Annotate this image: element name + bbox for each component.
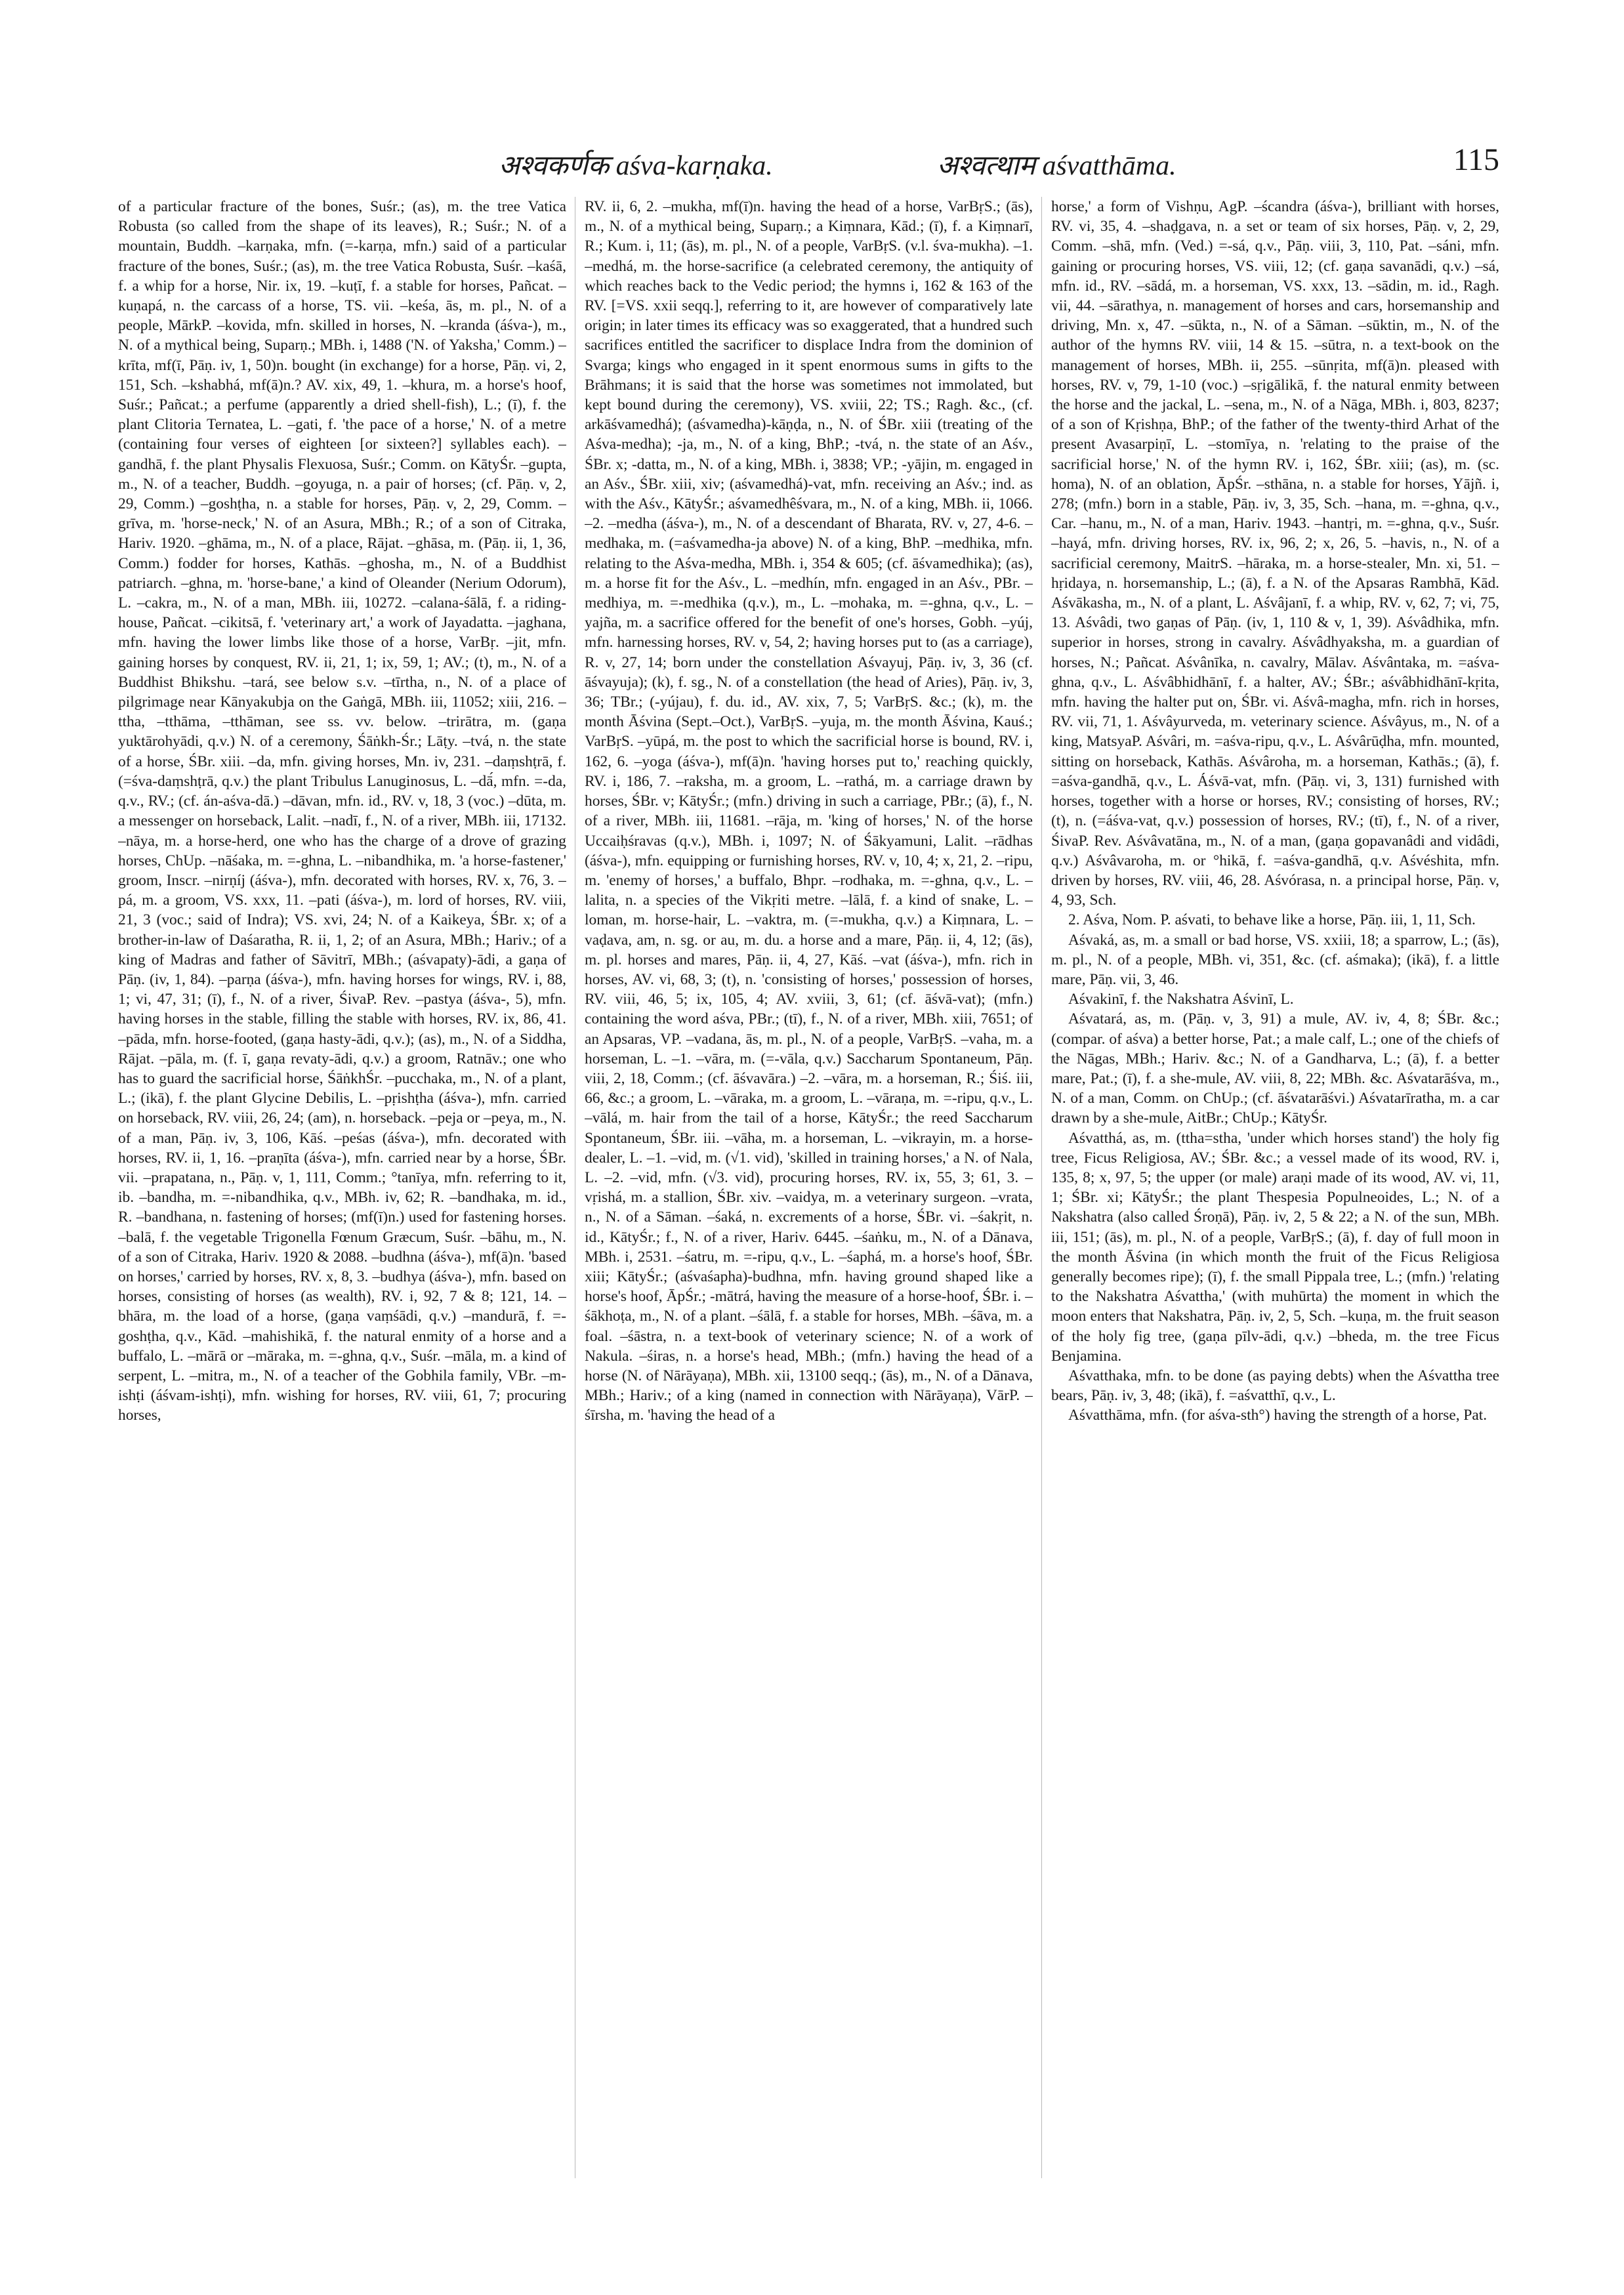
column-paragraph: Aśvaká, as, m. a small or bad horse, VS. xxiii, 18; a sparrow, L.; (ās), m. pl., N. of a people, MBh. vi, 351, &c. (cf. aśmaka); (ikā), f. a little mare, Pāṇ. vii, 3, 46.: [1051, 931, 1499, 988]
column-paragraph: Aśvatthá, as, m. (ttha=stha, 'under which horses stand') the holy fig tree, Ficus Religiosa, AV.; ŚBr. &c.; a vessel made of its wood, RV. i, 135, 8; x, 97, 5; the upper (or male) araṇi made of its wood, AV. vi, 11, 1; ŚBr. xi; KātyŚr.; the plant Thespesia Populneoides, L.; N. of a Nakshatra (also called Śroṇā), Pāṇ. iv, 2, 5 & 22; a N. of the sun, MBh. iii, 151; (ās), m. pl., N. of a people, VarBṛS.; (ā), f. day of full moon in the month Āśvina (in which month the fruit of the Ficus Religiosa generally becomes ripe); (ī), f. the small Pippala tree, L.; (mfn.) 'relating to the Nakshatra Aśvattha,' (with muhūrta) the moment in which the moon enters that Nakshatra, Pāṇ. iv, 2, 5, Sch. –kuṇa, m. the fruit season of the holy fig tree, (gaṇa pīlv-ādi, q.v.) –bheda, m. the tree Ficus Benjamina.: [1051, 1129, 1499, 1365]
column-divider: [1041, 197, 1042, 2178]
text-columns: [118, 197, 1499, 2204]
right-headword: अश्वत्थाम aśvatthāma.: [937, 151, 1176, 181]
column-middle: [585, 197, 1033, 2204]
column-paragraph: Aśvatthāma, mfn. (for aśva-sth°) having the strength of a horse, Pat.: [1068, 1407, 1488, 1424]
column-paragraph: horse,' a form of Vishṇu, AgP. –ścandra (áśva-), brilliant with horses, RV. vi, 35, 4. –shaḍgava, n. a set or team of six horses, Pāṇ. v, 2, 29, Comm. –shā, mfn. (Ved.) =-sá, q.v., Pāṇ. viii, 3, 110, Pat. –sáni, mfn. gaining or procuring horses, VS. viii, 12; (cf. gaṇa savanādi, q.v.) –sá, mfn. id., RV. –sādá, m. a horseman, VS. xxx, 13. –sādin, m. id., Ragh. vii, 44. –sārathya, n. management of horses and cars, horsemanship and driving, Mn. x, 47. –sūkta, n., N. of a Sāman. –sūktin, m., N. of the author of the hymns RV. viii, 14 & 15. –sūtra, n. a text-book on the management of horses, MBh. ii, 255. –sūnṛita, mf(ā)n. pleased with horses, RV. v, 79, 1-10 (voc.) –sṛigālikā, f. the natural enmity between the horse and the jackal, L. –sena, m., N. of a Nāga, MBh. i, 803, 8237; of a son of Kṛishṇa, BhP.; of the father of the twenty-third Arhat of the present Avasarpiṇī, L. –stomīya, n. 'relating to the praise of the sacrificial horse,' N. of the hymn RV. i, 162, ŚBr. xiii; (as), m. (sc. homa), N. of an oblation, ĀpŚr. –sthāna, n. a stable for horses, Yājñ. i, 278; (mfn.) born in a stable, Pāṇ. iv, 3, 35, Sch. –hana, m. =-ghna, q.v., Car. –hanu, m., N. of a man, Hariv. 1943. –hantṛi, m. =-ghna, q.v., Suśr. –hayá, mfn. driving horses, RV. ix, 96, 2; x, 26, 5. –havis, n., N. of a sacrificial ceremony, MaitrS. –hāraka, m. a horse-stealer, Mn. xi, 51. –hṛidaya, n. horsemanship, L.; (ā), f. a N. of the Apsaras Rambhā, Kād. Aśvākasha, m., N. of a plant, L. Aśvâjanī, f. a whip, RV. v, 62, 7; vi, 75, 13. Aśvâdi, two gaṇas of Pāṇ. (iv, 1, 110 & v, 1, 39). Aśvâdhika, mfn. superior in horses, strong in cavalry. Aśvâdhyaksha, m. a guardian of horses, N.; Pañcat. Aśvânīka, n. cavalry, Mālav. Aśvântaka, m. =aśva-ghna, q.v., L. Aśvâbhidhānī, f. a halter, AV.; ŚBr.; aśvâbhidhānī-kṛita, mfn. having the halter put on, ŚBr. vi. Aśvâ-magha, mfn. rich in horses, RV. vii, 71, 1. Aśvâyurveda, m. veterinary science. Aśvâyus, m., N. of a king, MatsyaP. Aśvâri, m. =aśva-ripu, q.v., L. Aśvârūḍha, mfn. mounted, sitting on horseback, Kathās. Aśvâroha, m. a horseman, Kathās.; (ā), f. =aśva-gandhā, q.v., L. Áśvā-vat, mfn. (Pāṇ. vi, 3, 131) furnished with horses, together with a horse or horses, RV.; consisting of horses, RV.; (t), n. (=áśva-vat, q.v.) possession of horses, RV.; (tī), f., N. of a river, ŚivaP. Rev. Aśvâvatāna, m., N. of a man, (gaṇa gopavanâdi and vidâdi, q.v.) Aśvâvaroha, m. or °hikā, f. =aśva-gandhā, q.v. Aśvéshita, mfn. driven by horses, RV. viii, 46, 28. Aśvórasa, n. a principal horse, Pāṇ. v, 4, 93, Sch.: [1051, 198, 1499, 909]
column-paragraph: RV. ii, 6, 2. –mukha, mf(ī)n. having the head of a horse, VarBṛS.; (ās), m., N. of a mythical being, Suparṇ.; a Kiṃnara, Kād.; (ī), f. a Kiṃnarī, R.; Kum. i, 11; (ās), m. pl., N. of a people, VarBṛS. (v.l. śva-mukha). –1. –medhá, m. the horse-sacrifice (a celebrated ceremony, the antiquity of which reaches back to the Vedic period; the hymns i, 162 & 163 of the RV. [=VS. xxii seqq.], referring to it, are however of comparatively late origin; in later times its efficacy was so exaggerated, that a hundred such sacrifices entitled the sacrificer to displace Indra from the dominion of Svarga; kings who engaged in it spent enormous sums in gifts to the Brāhmans; it is said that the horse was sometimes not immolated, but kept bound during the ceremony), VS. xviii, 22; TS.; Ragh. &c., (cf. arkāśvamedhá); (aśvamedha)-kāṇḍa, n., N. of ŚBr. xiii (treating of the Aśva-medha); -ja, m., N. of a king, BhP.; -tvá, n. the state of an Aśv., ŚBr. x; -datta, m., N. of a king, MBh. i, 3838; VP.; -yājin, m. engaged in an Aśv., ŚBr. xiii, xiv; (aśvamedhá)-vat, mfn. receiving an Aśv.; ind. as with the Aśv., KātyŚr.; aśvamedhêśvara, m., N. of a king, MBh. ii, 1066. –2. –medha (áśva-), m., N. of a descendant of Bharata, RV. v, 27, 4-6. –medhaka, m. (=aśvamedha-ja above) N. of a king, BhP. –medhika, mfn. relating to the Aśva-medha, MBh. i, 354 & 605; (cf. āśvamedhika); (as), m. a horse fit for the Aśv., L. –medhín, mfn. engaged in an Aśv., PBr. –medhiya, m. =-medhika (q.v.), m., L. –mohaka, m. =-ghna, q.v., L. –yajña, m. a sacrifice offered for the benefit of one's horses, Gobh. –yúj, mfn. harnessing horses, RV. v, 54, 2; having horses put to (as a carriage), R. v, 27, 14; born under the constellation Aśvayuj, Pāṇ. iv, 3, 36 (cf. āśvayuja); (k), f. sg., N. of a constellation (the head of Aries), Pāṇ. iv, 3, 36; TBr.; (-yújau), f. du. id., AV. xix, 7, 5; VarBṛS. &c.; (k), m. the month Āśvina (Sept.–Oct.), VarBṛS. –yuja, m. the month Āśvina, Kauś.; VarBṛS. –yūpá, m. the post to which the sacrificial horse is bound, RV. i, 162, 6. –yoga (áśva-), mf(ā)n. 'having horses put to,' reaching quickly, RV. i, 186, 7. –raksha, m. a groom, L. –rathá, m. a carriage drawn by horses, ŚBr. v; KātyŚr.; (mfn.) driving in such a carriage, PBr.; (ā), f., N. of a river, MBh. iii, 11681. –rāja, m. 'king of horses,' N. of the horse Uccaiḥśravas (q.v.), MBh. i, 1097; N. of Śākyamuni, Lalit. –rādhas (áśva-), mfn. equipping or furnishing horses, RV. v, 10, 4; x, 21, 2. –ripu, m. 'enemy of horses,' a buffalo, Bhpr. –rodhaka, m. =-ghna, q.v., L. –lalita, n. a species of the Vikṛiti metre. –lālā, f. a kind of snake, L. –loman, m. horse-hair, L. –vaktra, m. (=-mukha, q.v.) a Kiṃnara, L. –vaḍava, am, n. sg. or au, m. du. a horse and a mare, Pāṇ. ii, 4, 12; (ās), m. pl. horses and mares, Pāṇ. ii, 4, 27, Kāś. –vat (áśva-), mfn. rich in horses, AV. vi, 68, 3; (t), n. 'consisting of horses,' possession of horses, RV. viii, 46, 5; ix, 105, 4; AV. xviii, 3, 61; (cf. āśvā-vat); (mfn.) containing the word aśva, PBr.; (tī), f., N. of a river, MBh. xiii, 7651; of an Apsaras, VP. –vadana, ās, m. pl., N. of a people, VarBṛS. –vaha, m. a horseman, L. –1. –vāra, m. (=-vāla, q.v.) Saccharum Spontaneum, Pāṇ. viii, 2, 18, Comm.; (cf. āśvavāra.) –2. –vāra, m. a horseman, R.; Śiś. iii, 66, &c.; a groom, L. –vāraka, m. a groom, L. –vāraṇa, m. =-ripu, q.v., L. –vālá, m. hair from the tail of a horse, KātyŚr.; the reed Saccharum Spontaneum, ŚBr. iii. –vāha, m. a horseman, L. –vikrayin, m. a horse-dealer, L. –1. –vid, m. (√1. vid), 'skilled in training horses,' a N. of Nala, L. –2. –vid, mfn. (√3. vid), procuring horses, RV. ix, 55, 3; 61, 3. –vṛishá, m. a stallion, ŚBr. xiv. –vaidya, m. a veterinary surgeon. –vrata, n., N. of a Sāman. –śaká, n. excrements of a horse, ŚBr. vi. –śakṛit, n. id., KātyŚr.; f., N. of a river, Hariv. 6445. –śaṅku, m., N. of a Dānava, MBh. i, 2531. –śatru, m. =-ripu, q.v., L. –śaphá, m. a horse's hoof, ŚBr. xiii; KātyŚr.; (aśvaśapha)-budhna, mfn. having ground shaped like a horse's hoof, ĀpŚr.; -mātrá, having the measure of a horse-hoof, ŚBr. i. –śākhoṭa, m., N. of a plant. –śālā, f. a stable for horses, MBh. –śāva, m. a foal. –śāstra, n. a text-book of veterinary science; N. of a work of Nakula. –śiras, n. a horse's head, MBh.; (mfn.) having the head of a horse (N. of Nārāyaṇa), MBh. xii, 13100 seqq.; (ās), m., N. of a Dānava, MBh.; Hariv.; of a king (named in connection with Nārāyaṇa), VārP. –śīrsha, m. 'having the head of a: [585, 198, 1033, 1424]
column-right: [1051, 197, 1499, 2204]
left-headword: अश्वकर्णक aśva-karṇaka.: [499, 151, 773, 181]
column-paragraph: of a particular fracture of the bones, Suśr.; (as), m. the tree Vatica Robusta (so called from the shape of its leaves), R.; Suśr.; N. of a mountain, Buddh. –karṇaka, mfn. (=-karṇa, mfn.) said of a particular fracture of the bones, Suśr.; (as), m. the tree Vatica Robusta, Suśr. –kaśā, f. a whip for a horse, Nir. ix, 19. –kuṭī, f. a stable for horses, Pañcat. –kuṇapá, n. the carcass of a horse, TS. vii. –keśa, ās, m. pl., N. of a people, MārkP. –kovida, mfn. skilled in horses, N. –kranda (áśva-), m., N. of a mythical being, Suparṇ.; MBh. i, 1488 ('N. of Yaksha,' Comm.) –krīta, mf(ī, Pāṇ. iv, 1, 50)n. bought (in exchange) for a horse, Pāṇ. vi, 2, 151, Sch. –kshabhá, mf(ā)n.? AV. xix, 49, 1. –khura, m. a horse's hoof, Suśr.; Pañcat.; a perfume (apparently a dried shell-fish), L.; (ī), f. the plant Clitoria Ternatea, L. –gati, f. 'the pace of a horse,' N. of a metre (containing four verses of eighteen [or sixteen?] syllables each). –gandhā, f. the plant Physalis Flexuosa, Suśr.; Comm. on KātyŚr. –gupta, m., N. of a teacher, Buddh. –goyuga, n. a pair of horses; (cf. Pāṇ. v, 2, 29, Comm.) –goshṭha, n. a stable for horses, Pāṇ. v, 2, 29, Comm. –grīva, m. 'horse-neck,' N. of an Asura, MBh.; R.; of a son of Citraka, Hariv. 1920. –ghāma, m., N. of a place, Rājat. –ghāsa, m. (Pāṇ. ii, 1, 36, Comm.) fodder for horses, Kathās. –ghosha, m., N. of a Buddhist patriarch. –ghna, m. 'horse-bane,' a kind of Oleander (Nerium Odorum), L. –cakra, m., N. of a man, MBh. iii, 10272. –calana-śālā, f. a riding-house, Pañcat. –cikitsā, f. 'veterinary art,' a work of Jayadatta. –jaghana, mfn. having the lower limbs like those of a horse, VarBṛ. –jit, mfn. gaining horses by conquest, RV. ii, 21, 1; ix, 59, 1; AV.; (t), m., N. of a Buddhist Bhikshu. –tará, see below s.v. –tīrtha, n., N. of a place of pilgrimage near Kānyakubja on the Gaṅgā, MBh. iii, 11052; xiii, 216. –ttha, –tthāma, –tthāman, see ss. vv. below. –trirātra, m. (gaṇa yuktārohyādi, q.v.) N. of a ceremony, Śāṅkh-Śr.; Lāṭy. –tvá, n. the state of a horse, ŚBr. xiii. –da, mfn. giving horses, Mn. iv, 231. –daṃshṭrā, f. (=śva-daṃshṭrā, q.v.) the plant Tribulus Lanuginosus, L. –dā́, mfn. =-da, q.v., RV.; (cf. án-aśva-dā.) –dāvan, mfn. id., RV. v, 18, 3 (voc.) –dūta, m. a messenger on horseback, Lalit. –nadī, f., N. of a river, MBh. iii, 17132. –nāya, m. a horse-herd, one who has the charge of a drove of grazing horses, ChUp. –nāśaka, m. =-ghna, L. –nibandhika, m. 'a horse-fastener,' groom, Inscr. –nirṇíj (áśva-), mfn. decorated with horses, RV. x, 76, 3. –pá, m. a groom, VS. xxx, 11. –pati (áśva-), m. lord of horses, RV. viii, 21, 3 (voc.; said of Indra); VS. xvi, 24; N. of a Kaikeya, ŚBr. x; of a brother-in-law of Daśaratha, R. ii, 1, 2; of an Asura, MBh.; Hariv.; of a king of Madras and father of Sāvitrī, MBh.; (aśvapaty)-ādi, a gaṇa of Pāṇ. (iv, 1, 84). –parṇa (áśva-), mfn. having horses for wings, RV. i, 88, 1; vi, 47, 31; (ī), f., N. of a river, ŚivaP. Rev. –pastya (áśva-, 5), mfn. having horses in the stable, filling the stable with horses, RV. ix, 86, 41. –pāda, mfn. horse-footed, (gaṇa hasty-ādi, q.v.); (as), m., N. of a Siddha, Rājat. –pāla, m. (f. ī, gaṇa revaty-ādi, q.v.) a groom, Ratnāv.; one who has to guard the sacrificial horse, ŚāṅkhŚr. –pucchaka, m., N. of a plant, L.; (ikā), f. the plant Glycine Debilis, L. –pṛishṭha (áśva-), mfn. carried on horseback, RV. viii, 26, 24; (am), n. horseback. –peja or –peya, m., N. of a man, Pāṇ. iv, 3, 106, Kāś. –peśas (áśva-), mfn. decorated with horses, RV. ii, 1, 16. –praṇīta (áśva-), mfn. carried near by a horse, ŚBr. vii. –prapatana, n., Pāṇ. v, 1, 111, Comm.; °tanīya, mfn. referring to it, ib. –bandha, m. =-nibandhika, q.v., MBh. iv, 62; R. –bandhaka, m. id., R. –bandhana, n. fastening of horses; (mf(ī)n.) used for fastening horses. –balā, f. the vegetable Trigonella Fœnum Græcum, Suśr. –bāhu, m., N. of a son of Citraka, Hariv. 1920 & 2088. –budhna (áśva-), mf(ā)n. 'based on horses,' carried by horses, RV. x, 8, 3. –budhya (áśva-), mfn. based on horses, consisting of horses (as wealth), RV. i, 92, 7 & 8; 121, 14. –bhāra, m. the load of a horse, (gaṇa vaṃśādi, q.v.) –mandurā, f. =-goshṭha, q.v., Kād. –mahishikā, f. the natural enmity of a horse and a buffalo, L. –mārā or –māraka, m. =-ghna, q.v., Suśr. –māla, m. a kind of serpent, L. –mitra, m., N. of a teacher of the Gobhila family, VBr. –m-ishṭi (áśvam-ishṭi), mfn. wishing for horses, RV. viii, 61, 7; procuring horses,: [118, 198, 566, 1424]
running-head: [118, 142, 1499, 198]
column-left: [118, 197, 566, 2204]
column-paragraph: Aśvatthaka, mfn. to be done (as paying debts) when the Aśvattha tree bears, Pāṇ. iv, 3, 48; (ikā), f. =aśvatthī, q.v., L.: [1051, 1367, 1499, 1405]
column-paragraph: Aśvakinī, f. the Nakshatra Aśvinī, L.: [1068, 991, 1294, 1008]
column-paragraph: 2. Aśva, Nom. P. aśvati, to behave like a horse, Pāṇ. iii, 1, 11, Sch.: [1068, 911, 1476, 929]
column-paragraph: Aśvatará, as, m. (Pāṇ. v, 3, 91) a mule, AV. iv, 4, 8; ŚBr. &c.; (compar. of aśva) a better horse, Pat.; a male calf, L.; one of the chiefs of the Nāgas, MBh.; Hariv. &c.; N. of a Gandharva, L.; (ā), f. a better mare, Pat.; (ī), f. a she-mule, AV. viii, 8, 22; MBh. &c. Aśvatarāśva, m., N. of a man, Comm. on ChUp.; (cf. āśvatarāśvi.) Aśvatarīratha, m. a car drawn by a she-mule, AitBr.; ChUp.; KātyŚr.: [1051, 1010, 1499, 1127]
page-number: 115: [1453, 142, 1499, 177]
